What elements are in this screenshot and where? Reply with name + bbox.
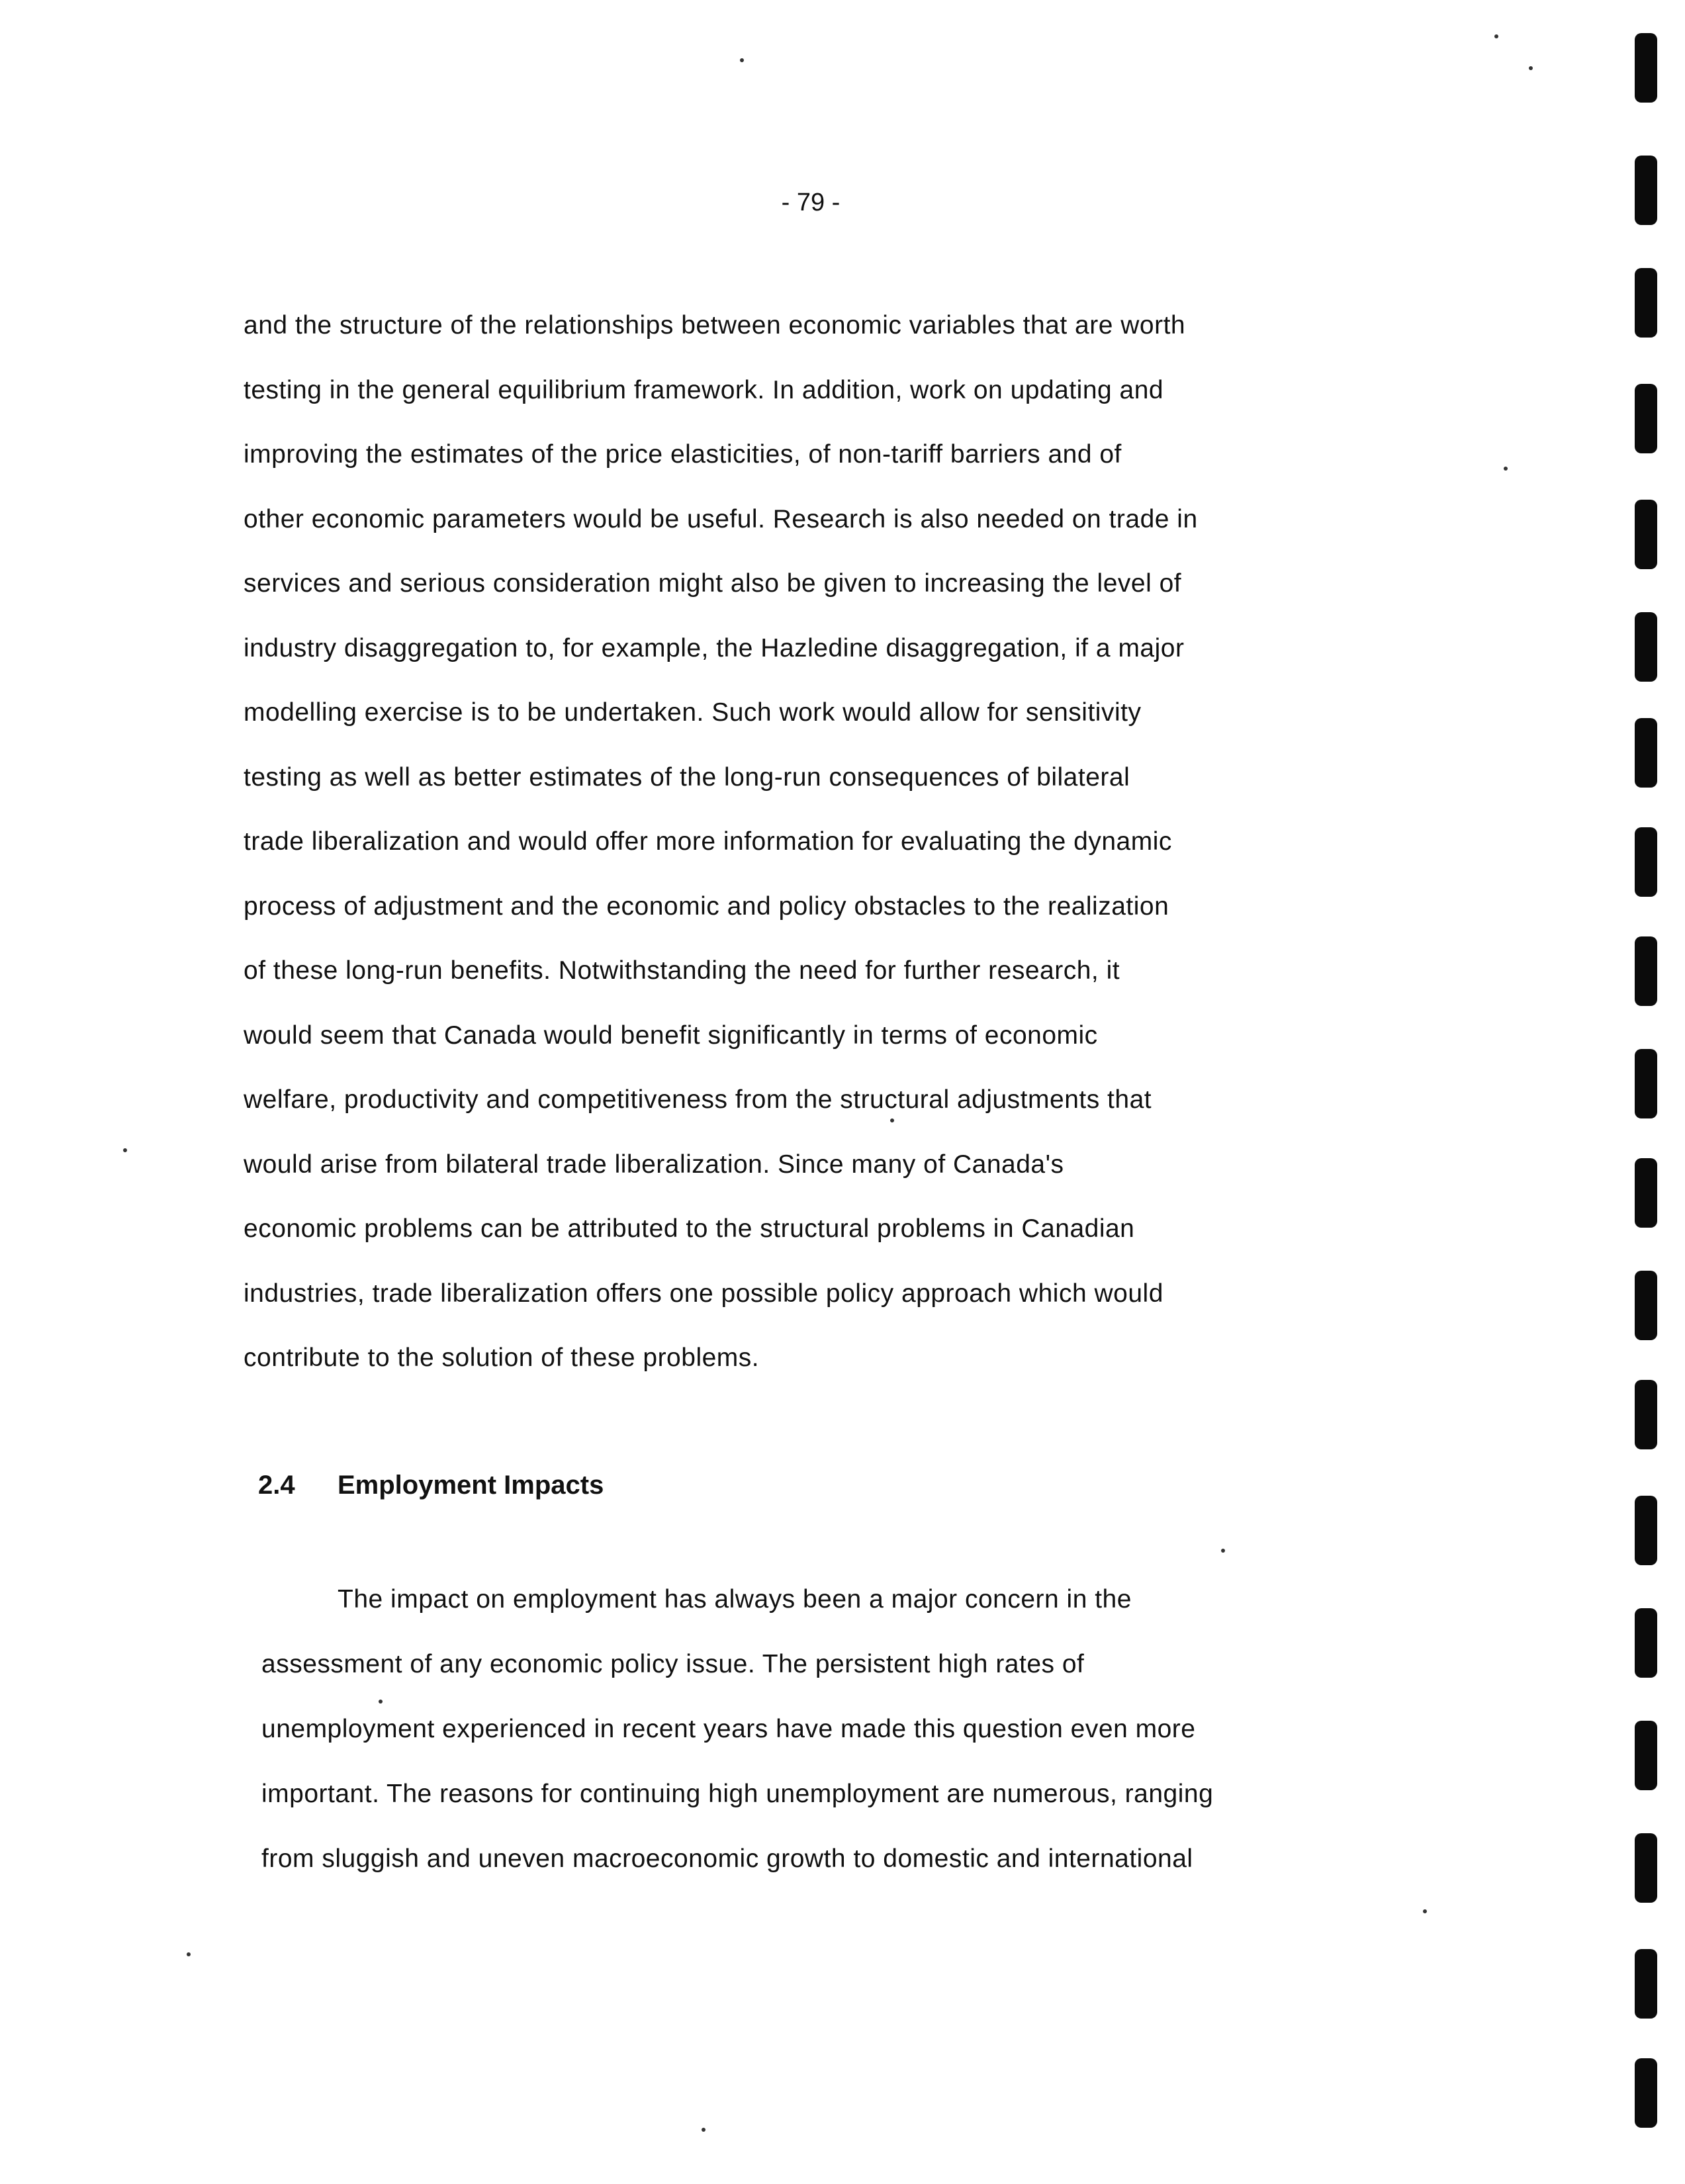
section-number: 2.4: [258, 1471, 295, 1500]
binding-mark: [1635, 936, 1657, 1006]
binding-mark: [1635, 1496, 1657, 1565]
binding-mark: [1635, 33, 1657, 103]
text-line: testing as well as better estimates of the long-run consequences of bilateral: [244, 762, 1130, 792]
scan-speck: [702, 2128, 706, 2132]
text-line: economic problems can be attributed to the structural problems in Canadian: [244, 1214, 1135, 1243]
text-line: assessment of any economic policy issue. The persistent high rates of: [261, 1650, 1085, 1678]
binding-mark: [1635, 1833, 1657, 1903]
text-line: The impact on employment has always been a major concern in the: [338, 1585, 1132, 1614]
binding-mark: [1635, 268, 1657, 338]
text-line: industries, trade liberalization offers one possible policy approach which would: [244, 1279, 1163, 1308]
text-line: from sluggish and uneven macroeconomic growth to domestic and international: [261, 1844, 1193, 1873]
scan-speck: [1423, 1909, 1427, 1913]
text-line: important. The reasons for continuing high unemployment are numerous, ranging: [261, 1780, 1214, 1808]
binding-mark: [1635, 1608, 1657, 1678]
text-line: trade liberalization and would offer more information for evaluating the dynamic: [244, 827, 1172, 856]
text-line: process of adjustment and the economic and policy obstacles to the realization: [244, 891, 1169, 921]
scan-speck: [187, 1952, 191, 1956]
binding-mark: [1635, 1049, 1657, 1118]
binding-mark: [1635, 1721, 1657, 1790]
binding-mark: [1635, 612, 1657, 682]
scan-speck: [123, 1148, 127, 1152]
text-line: and the structure of the relationships between economic variables that are worth: [244, 311, 1186, 340]
scan-speck: [1504, 467, 1508, 471]
text-line: of these long-run benefits. Notwithstanding the need for further research, it: [244, 956, 1120, 985]
scan-speck: [1221, 1549, 1225, 1553]
scan-speck: [740, 58, 744, 62]
scan-speck: [1494, 34, 1498, 38]
binding-mark: [1635, 718, 1657, 788]
binding-mark: [1635, 156, 1657, 225]
binding-mark: [1635, 1949, 1657, 2019]
text-line: welfare, productivity and competitiveness from the structural adjustments that: [244, 1085, 1152, 1114]
scan-speck: [379, 1700, 383, 1704]
text-line: testing in the general equilibrium framework. In addition, work on updating and: [244, 375, 1164, 404]
section-heading: [258, 1471, 604, 1500]
binding-mark: [1635, 827, 1657, 897]
binding-mark: [1635, 2058, 1657, 2128]
text-line: other economic parameters would be useful. Research is also needed on trade in: [244, 504, 1198, 533]
text-line: unemployment experienced in recent years have made this question even more: [261, 1715, 1196, 1743]
binding-mark: [1635, 1271, 1657, 1340]
binding-mark: [1635, 384, 1657, 453]
text-line: services and serious consideration might also be given to increasing the level of: [244, 569, 1182, 598]
binding-mark: [1635, 1158, 1657, 1228]
text-line: modelling exercise is to be undertaken. Such work would allow for sensitivity: [244, 698, 1142, 727]
scan-speck: [890, 1118, 894, 1122]
scan-speck: [1529, 66, 1533, 70]
section-title: Employment Impacts: [338, 1471, 604, 1500]
text-line: improving the estimates of the price elasticities, of non-tariff barriers and of: [244, 440, 1122, 469]
text-line: would arise from bilateral trade liberalization. Since many of Canada's: [244, 1150, 1064, 1179]
binding-mark: [1635, 500, 1657, 569]
text-line: industry disaggregation to, for example, the Hazledine disaggregation, if a major: [244, 633, 1185, 662]
binding-mark: [1635, 1380, 1657, 1449]
text-line: would seem that Canada would benefit significantly in terms of economic: [244, 1021, 1098, 1050]
text-line: contribute to the solution of these problems.: [244, 1343, 760, 1372]
page-number: - 79 -: [781, 189, 841, 216]
